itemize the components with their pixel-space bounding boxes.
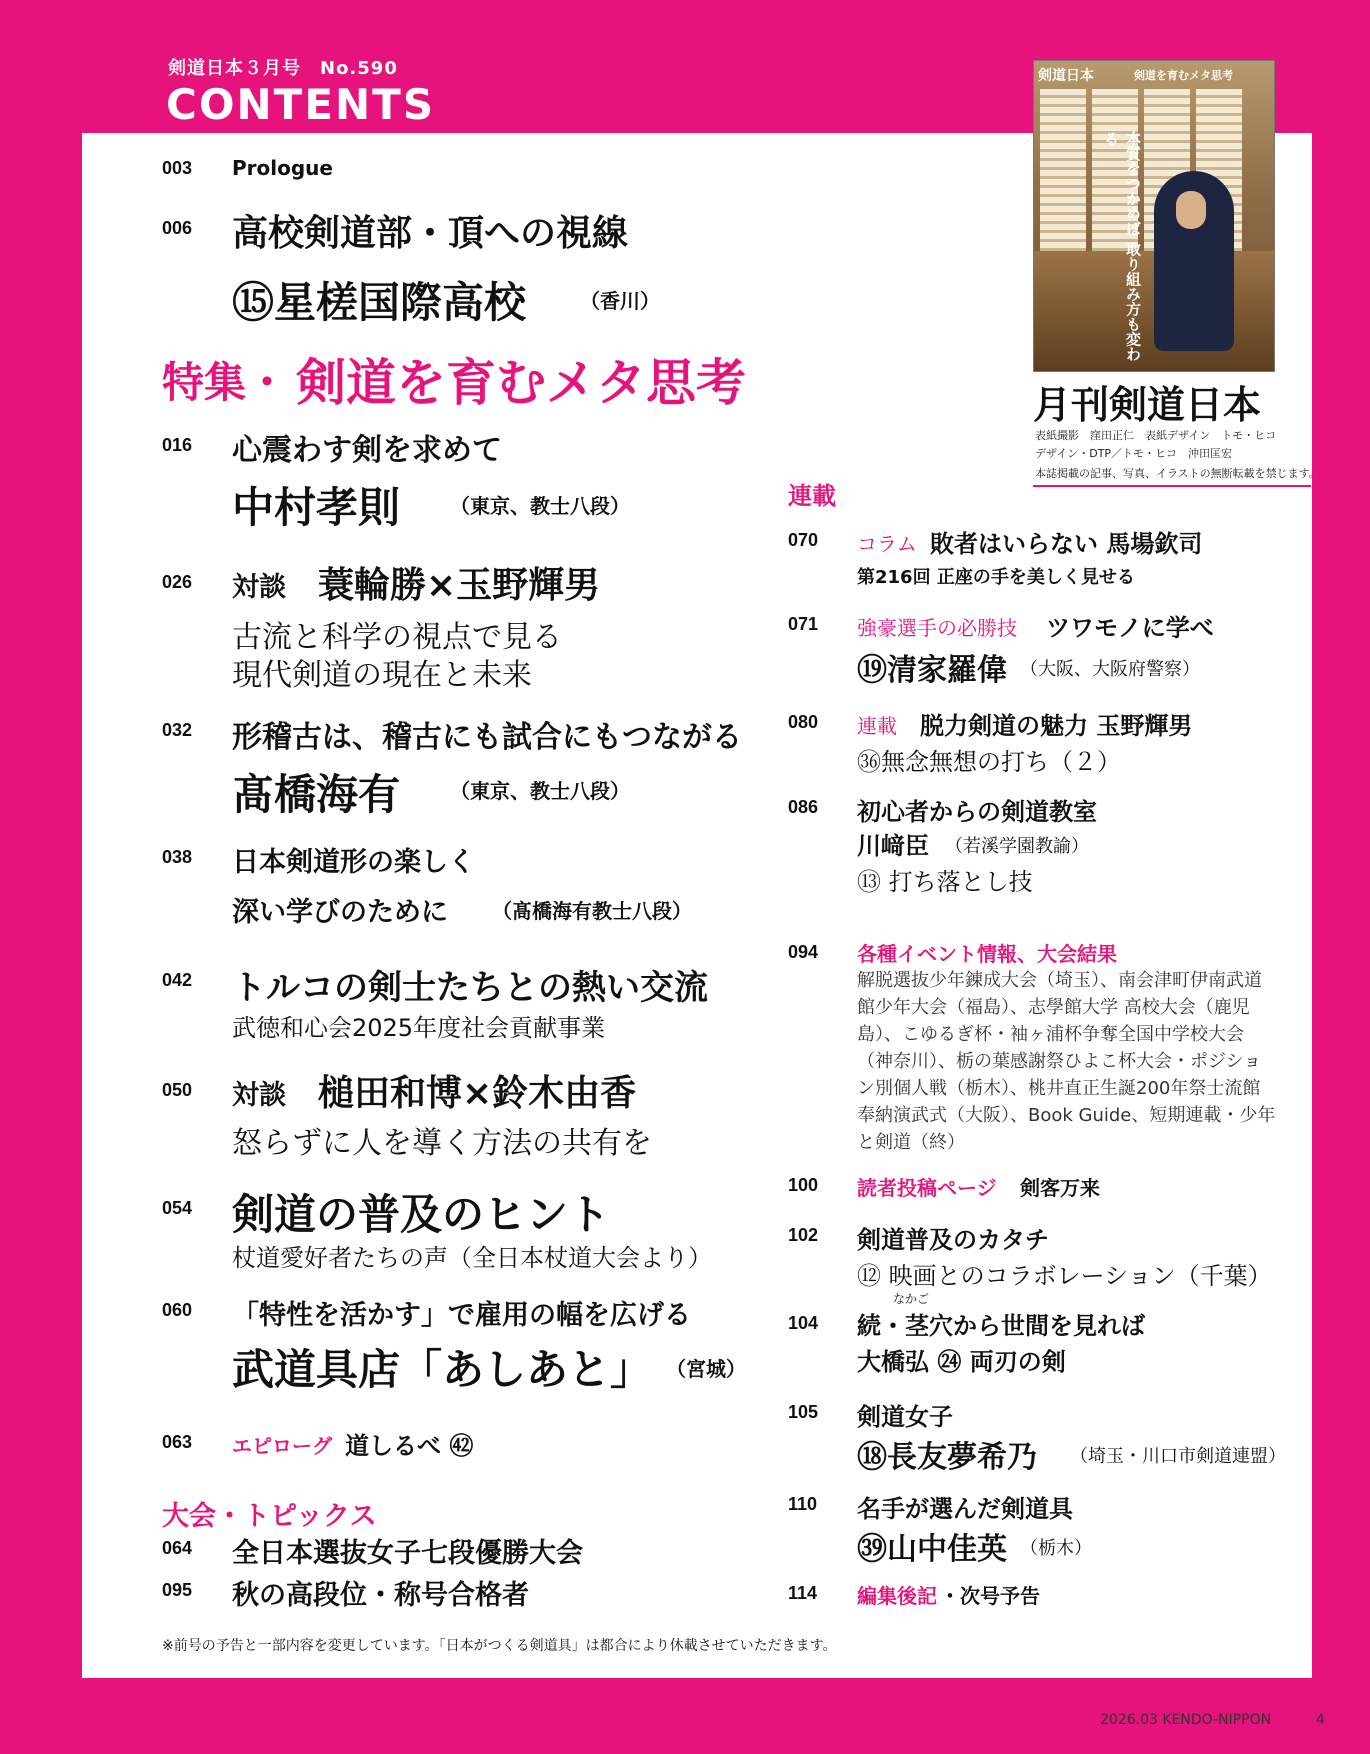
entry-title[interactable]: 「特性を活かす」で雇用の幅を広げる bbox=[232, 1300, 691, 1331]
entry-subtitle: 杖道愛好者たちの声（全日本杖道大会より） bbox=[232, 1244, 712, 1272]
series-heading: 連載 bbox=[788, 482, 836, 510]
entry-title[interactable]: トルコの剣士たちとの熱い交流 bbox=[232, 968, 708, 1008]
feature-label: 特集・ bbox=[162, 358, 289, 407]
entry-name[interactable]: ⑱長友夢希乃 bbox=[857, 1440, 1037, 1475]
entry-note: （東京、教士八段） bbox=[450, 494, 630, 518]
entry-name[interactable]: 髙橋海有 bbox=[232, 770, 401, 819]
entry-note: （栃木） bbox=[1020, 1538, 1092, 1559]
page-number: 080 bbox=[788, 712, 819, 732]
entry-title[interactable]: 道しるべ ㊷ bbox=[345, 1432, 474, 1460]
entry-note: （埼玉・川口市剣道連盟） bbox=[1070, 1446, 1286, 1467]
entry-subtitle: ㊱無念無想の打ち（２） bbox=[857, 748, 1121, 776]
page-number: 100 bbox=[788, 1175, 819, 1195]
entry-note: （若溪学園教諭） bbox=[945, 836, 1089, 857]
contents-title: CONTENTS bbox=[166, 80, 436, 129]
entry-title[interactable]: 剣道女子 bbox=[857, 1403, 953, 1431]
entry-title[interactable]: 心震わす剣を求めて bbox=[232, 433, 502, 468]
entry-subtitle[interactable]: ⑮星槎国際高校 bbox=[232, 278, 527, 327]
entry-subtitle[interactable]: 深い学びのために bbox=[232, 897, 448, 928]
entry-label[interactable]: 各種イベント情報、大会結果 bbox=[857, 942, 1117, 966]
entry-label: 対談 bbox=[232, 1080, 286, 1111]
entry-name[interactable]: ㊴山中佳英 bbox=[857, 1532, 1007, 1567]
entry-note: （東京、教士八段） bbox=[450, 779, 630, 803]
page-number: 110 bbox=[788, 1494, 818, 1514]
page-number: 086 bbox=[788, 797, 819, 817]
footnote: ※前号の予告と一部内容を変更しています。「日本がつくる剣道具」は都合により休載させていただきます。 bbox=[162, 1638, 837, 1654]
cover-catchphrase: 本質をつかめば 取り組み方も変わる bbox=[1102, 131, 1142, 362]
page-number: 071 bbox=[788, 614, 819, 634]
entry-title[interactable]: ・次号予告 bbox=[940, 1584, 1040, 1608]
page-number: 064 bbox=[162, 1538, 193, 1558]
entry-title[interactable]: 剣道の普及のヒント bbox=[232, 1190, 611, 1239]
cover-credit-1: 表紙撮影 窪田正仁 表紙デザイン トモ・ヒコ bbox=[1035, 429, 1277, 442]
entry-subtitle: 怒らずに人を導く方法の共有を bbox=[232, 1126, 652, 1161]
entry-title[interactable]: 名手が選んだ剣道具 bbox=[857, 1495, 1073, 1523]
page-number: 105 bbox=[788, 1402, 819, 1422]
page-number: 094 bbox=[788, 942, 819, 962]
entry-subtitle: 現代剣道の現在と未来 bbox=[232, 658, 532, 693]
cover-credit-3: 本誌掲載の記事、写真、イラストの無断転載を禁じます。 bbox=[1035, 467, 1320, 480]
page-number: 003 bbox=[162, 158, 193, 178]
page-number: 042 bbox=[162, 970, 193, 990]
cover-feature: 剣道を育むメタ思考 bbox=[1134, 69, 1233, 82]
entry-title[interactable]: ツワモノに学べ bbox=[1046, 614, 1214, 642]
entry-title[interactable]: 槌田和博×鈴木由香 bbox=[318, 1073, 637, 1114]
entry-note: （髙橋海有教士八段） bbox=[492, 899, 692, 923]
entry-title[interactable]: 高校剣道部・頂への視線 bbox=[232, 213, 629, 254]
entry-label[interactable]: 編集後記 bbox=[857, 1584, 937, 1608]
entry-title[interactable]: 日本剣道形の楽しく bbox=[232, 847, 475, 878]
page-number: 104 bbox=[788, 1313, 819, 1333]
page-number: 063 bbox=[162, 1432, 193, 1452]
entry-subtitle: ⑫ 映画とのコラボレーション（千葉） bbox=[857, 1262, 1272, 1290]
entry-title[interactable]: 蓑輪勝×玉野輝男 bbox=[318, 565, 601, 606]
entry-note: （大阪、大阪府警察） bbox=[1020, 659, 1200, 680]
page-number: 114 bbox=[788, 1583, 818, 1603]
entry-title[interactable]: 全日本選抜女子七段優勝大会 bbox=[232, 1538, 583, 1569]
page-number: 102 bbox=[788, 1225, 819, 1245]
entry-title[interactable]: 敗者はいらない 馬場欽司 bbox=[930, 530, 1203, 558]
entry-label: 読者投稿ページ bbox=[857, 1176, 997, 1200]
cover-masthead: 剣道日本 bbox=[1038, 68, 1094, 84]
cover-credit-2: デザイン・DTP／トモ・ヒコ 沖田匡宏 bbox=[1035, 447, 1233, 460]
entry-label: 連載 bbox=[857, 714, 897, 738]
entry-title[interactable]: 脱力剣道の魅力 玉野輝男 bbox=[920, 712, 1193, 740]
entry-name[interactable]: 中村孝則 bbox=[232, 483, 401, 532]
entry-name[interactable]: 武道具店「あしあと」 bbox=[232, 1345, 653, 1394]
entry-title[interactable]: 秋の高段位・称号合格者 bbox=[232, 1580, 529, 1611]
entry-title[interactable]: 続・茎穴から世間を見れば bbox=[857, 1312, 1145, 1340]
entry-label: 強豪選手の必勝技 bbox=[857, 616, 1017, 640]
page-number: 054 bbox=[162, 1198, 193, 1218]
page-number: 050 bbox=[162, 1080, 193, 1100]
page-number: 016 bbox=[162, 435, 193, 455]
ruby: なかご bbox=[893, 1292, 930, 1306]
entry-title[interactable]: 初心者からの剣道教室 bbox=[857, 798, 1097, 826]
entry-label: エピローグ bbox=[232, 1434, 332, 1458]
entry-title[interactable]: Prologue bbox=[232, 156, 333, 180]
entry-label: コラム bbox=[857, 532, 917, 556]
entry-note: （宮城） bbox=[666, 1357, 746, 1381]
page-number: 006 bbox=[162, 218, 193, 238]
entry-subtitle[interactable]: 大橋弘 ㉔ 両刃の剣 bbox=[857, 1348, 1066, 1376]
issue-label: 剣道日本３月号 No.590 bbox=[168, 58, 398, 79]
footer-text: 2026.03 KENDO-NIPPON bbox=[1100, 1712, 1272, 1728]
entry-subtitle: 武徳和心会2025年度社会貢献事業 bbox=[232, 1014, 606, 1042]
entry-name[interactable]: ⑲清家羅偉 bbox=[857, 653, 1007, 688]
page-number: 060 bbox=[162, 1300, 193, 1320]
entry-title[interactable]: 剣道普及のカタチ bbox=[857, 1226, 1049, 1254]
entry-subtitle: 古流と科学の視点で見る bbox=[232, 620, 562, 655]
entry-description: 解脱選抜少年錬成大会（埼玉）、南会津町伊南武道館少年大会（福島）、志學館大学 高校大会（鹿児島）、こゆるぎ杯・袖ヶ浦杯争奪全国中学校大会（神奈川）、栃の葉感謝祭ひよこ杯大会・ポジション別個人戦（栃木）、桃井直正生誕200年祭士流館奉納演武式（大阪）、Book Guide、短期連載・少年と剣道（終） bbox=[857, 970, 1276, 1153]
feature-title[interactable]: 剣道を育むメタ思考 bbox=[296, 354, 746, 412]
topics-heading: 大会・トピックス bbox=[162, 1501, 377, 1532]
entry-name[interactable]: 川﨑臣 bbox=[857, 832, 929, 860]
page-folio: 4 bbox=[1316, 1712, 1325, 1728]
entry-subtitle: 第216回 正座の手を美しく見せる bbox=[857, 567, 1135, 588]
entry-label: 対談 bbox=[232, 572, 286, 603]
entry-note: （香川） bbox=[580, 289, 660, 313]
cover-divider bbox=[1033, 485, 1311, 487]
page-number: 070 bbox=[788, 530, 819, 550]
page-number: 026 bbox=[162, 572, 193, 592]
entry-title[interactable]: 剣客万来 bbox=[1020, 1176, 1100, 1200]
page-number: 032 bbox=[162, 720, 193, 740]
page-number: 095 bbox=[162, 1580, 193, 1600]
entry-title[interactable]: 形稽古は、稽古にも試合にもつながる bbox=[232, 720, 742, 755]
cover-image[interactable] bbox=[1033, 60, 1275, 372]
magazine-logo: 月刊剣道日本 bbox=[1033, 382, 1262, 427]
entry-subtitle: ⑬ 打ち落とし技 bbox=[857, 868, 1033, 896]
page-number: 038 bbox=[162, 847, 193, 867]
